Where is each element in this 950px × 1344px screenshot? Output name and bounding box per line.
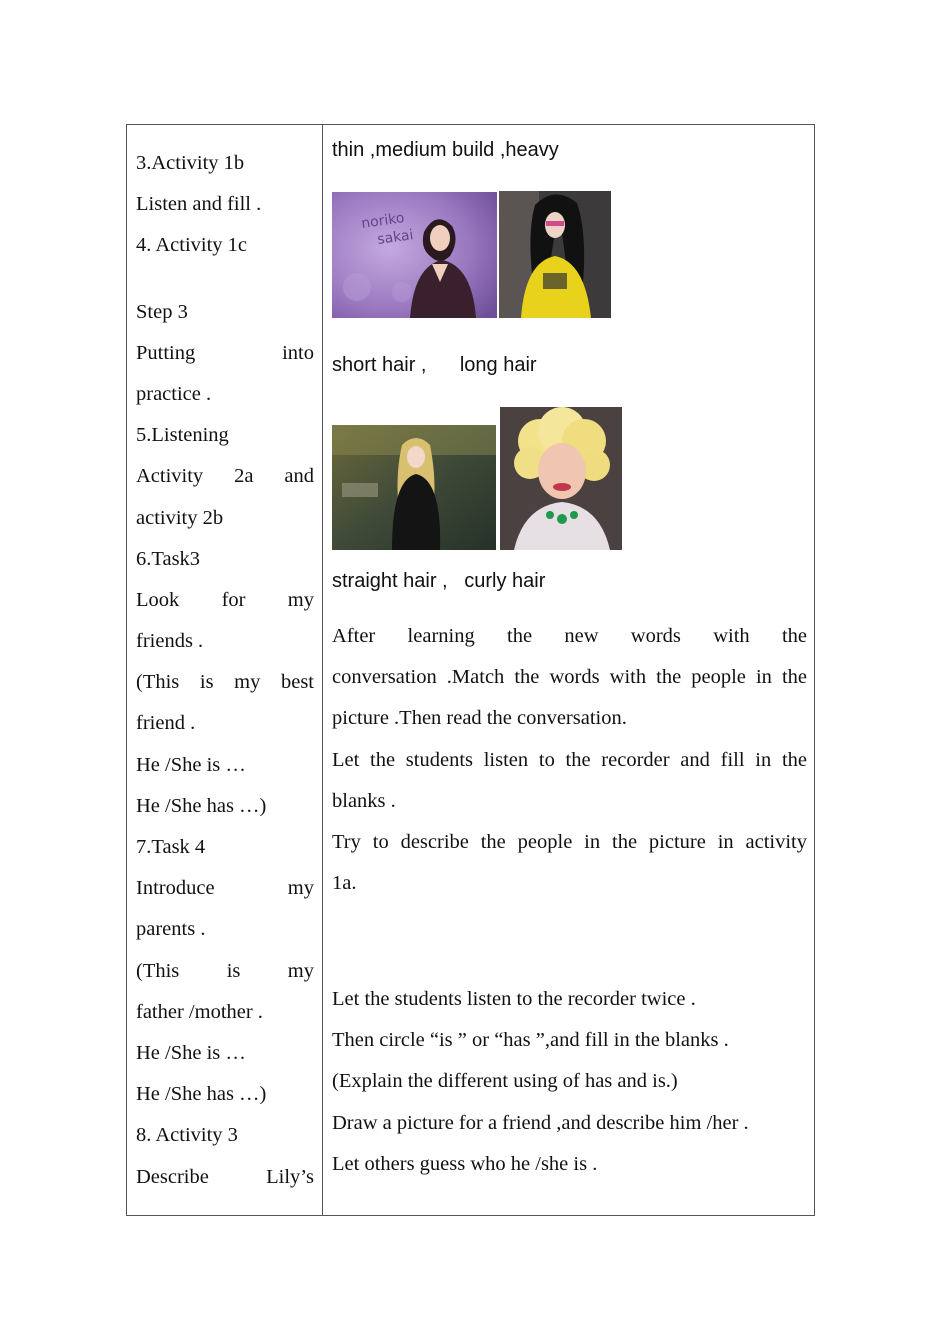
note-line: After learning the new words with the xyxy=(332,625,807,647)
procedure-line: He /She has …) xyxy=(136,794,267,817)
note-line: conversation .Match the words with the people in the xyxy=(332,666,807,689)
vocab-build: thin ,medium build ,heavy xyxy=(332,139,559,161)
procedure-line: He /She has …) xyxy=(136,1083,267,1106)
vocab-hair-length: short hair , long hair xyxy=(332,354,537,376)
photo-noriko-sakai xyxy=(332,192,497,318)
note-line: Try to describe the people in the picture in activity xyxy=(332,830,807,853)
svg-text:noriko: noriko xyxy=(360,210,406,232)
svg-text:sakai: sakai xyxy=(376,227,415,248)
photo-curly-hair-woman xyxy=(500,407,622,550)
lesson-plan-table xyxy=(126,124,815,1216)
procedure-line: Introduce my xyxy=(136,877,314,900)
note-line: Let the students listen to the recorder twice . xyxy=(332,988,696,1010)
procedure-line: 8. Activity 3 xyxy=(136,1124,238,1147)
procedure-line: (This is my xyxy=(136,959,314,982)
procedure-line: He /She is … xyxy=(136,1041,246,1064)
teaching-notes-part-one xyxy=(332,622,807,910)
note-line: Draw a picture for a friend ,and describe him /her . xyxy=(332,1111,749,1134)
procedure-line: activity 2b xyxy=(136,506,224,529)
procedure-line: parents . xyxy=(136,918,206,941)
note-line: (Explain the different using of has and is.) xyxy=(332,1070,678,1093)
procedure-line: 4. Activity 1c xyxy=(136,234,248,257)
procedure-line: father /mother . xyxy=(136,1000,263,1023)
photo-long-hair-woman xyxy=(499,191,611,318)
procedure-line: Look for my xyxy=(136,588,314,611)
note-line: picture .Then read the conversation. xyxy=(332,707,627,730)
procedure-line: practice . xyxy=(136,382,212,405)
procedure-line: friend . xyxy=(136,712,196,735)
photo-straight-hair-woman xyxy=(332,425,496,550)
procedure-line: Step 3 xyxy=(136,300,188,323)
procedure-line: 5.Listening xyxy=(136,424,229,447)
vocab-hair-style: straight hair , curly hair xyxy=(332,570,546,592)
procedure-line: (This is my best xyxy=(136,671,314,694)
procedure-line: He /She is … xyxy=(136,753,246,776)
procedure-line: Putting into xyxy=(136,341,314,364)
procedure-line: 3.Activity 1b xyxy=(136,152,245,174)
procedure-column xyxy=(136,149,314,1204)
procedure-line: friends . xyxy=(136,630,204,653)
column-divider xyxy=(322,125,323,1215)
procedure-line: 7.Task 4 xyxy=(136,836,206,858)
photo-noriko-svg xyxy=(332,192,497,318)
note-line: blanks . xyxy=(332,789,396,812)
teaching-notes-part-two xyxy=(332,985,807,1191)
procedure-line: Describe Lily’s xyxy=(136,1165,314,1188)
note-line: Then circle “is ” or “has ”,and fill in the blanks . xyxy=(332,1029,729,1052)
note-line: Let the students listen to the recorder and fill in the xyxy=(332,748,807,771)
procedure-line: Activity 2a and xyxy=(136,465,314,488)
note-line: 1a. xyxy=(332,872,357,895)
procedure-line: 6.Task3 xyxy=(136,547,201,570)
procedure-line: Listen and fill . xyxy=(136,193,262,216)
note-line: Let others guess who he /she is . xyxy=(332,1152,598,1175)
